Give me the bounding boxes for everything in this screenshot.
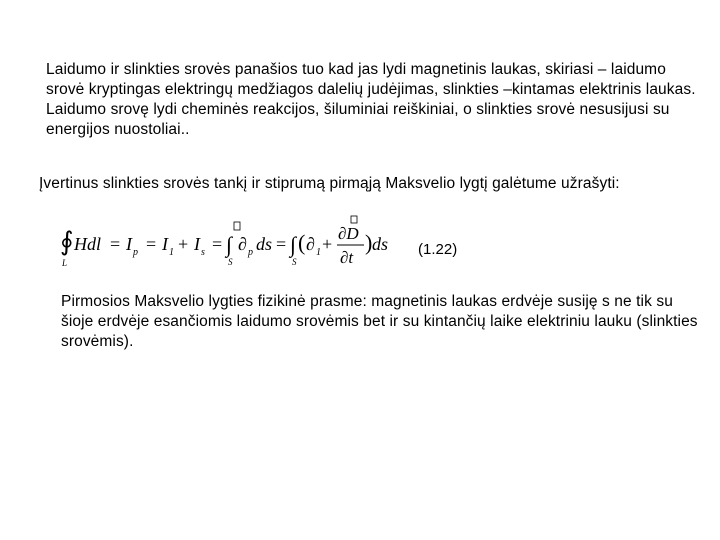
svg-text:S: S: [228, 257, 233, 267]
paragraph-meaning: Pirmosios Maksvelio lygties fizikinė prasme: magnetinis laukas erdvėje susiję s ne tik su šioje erdvėje esančiomis laidumo srovėmis bet ir su kintančių laike elektriniu lauku (slinkties srovėmis).: [61, 293, 698, 350]
svg-text:ds: ds: [256, 234, 273, 254]
equation-number: (1.22): [418, 241, 458, 258]
svg-text:∂: ∂: [306, 234, 315, 254]
svg-text:∫: ∫: [226, 232, 233, 257]
svg-text:s: s: [201, 247, 205, 258]
svg-text:(: (: [298, 230, 306, 255]
contour-integral-symbol: ∮: [60, 227, 74, 256]
svg-text:1: 1: [316, 247, 321, 258]
svg-text:L: L: [62, 258, 68, 268]
svg-text:ds: ds: [372, 234, 389, 254]
svg-text:+: +: [178, 234, 189, 254]
svg-text:I: I: [126, 234, 132, 254]
svg-text:=: =: [146, 234, 157, 254]
maxwell-equation: [58, 214, 398, 272]
svg-text:∂D: ∂D: [338, 224, 359, 243]
svg-text:∂t: ∂t: [340, 248, 354, 267]
svg-text:p: p: [248, 247, 253, 258]
svg-text:=: =: [110, 234, 121, 254]
svg-text:I: I: [162, 234, 168, 254]
svg-text:): ): [365, 230, 373, 255]
svg-text:+: +: [322, 234, 333, 254]
svg-text:1: 1: [169, 247, 174, 258]
paragraph-intro: Laidumo ir slinkties srovės panašios tuo kad jas lydi magnetinis laukas, skiriasi – laidumo srovė kryptingas elektringų medžiagos dalelių judėjimas, slinkties –kintamas elektrinis laukas. Laidumo srovę lydi cheminės reakcijos, šiluminiai reiškiniai, o slinkties srovė nesusijusi su energijos nuostoliai..: [46, 61, 696, 138]
svg-text:I: I: [194, 234, 200, 254]
paragraph-lead-in: Įvertinus slinkties srovės tankį ir stiprumą pirmąją Maksvelio lygtį galėtume užrašyti:: [39, 175, 620, 192]
svg-text:∫: ∫: [290, 232, 297, 257]
svg-text:S: S: [292, 257, 297, 267]
svg-text:p: p: [133, 247, 138, 258]
svg-text:=: =: [276, 234, 287, 254]
svg-text:∂: ∂: [238, 234, 247, 254]
svg-text:=: =: [212, 234, 223, 254]
equation-svg: [58, 214, 398, 272]
svg-text:Hdl: Hdl: [74, 234, 101, 254]
